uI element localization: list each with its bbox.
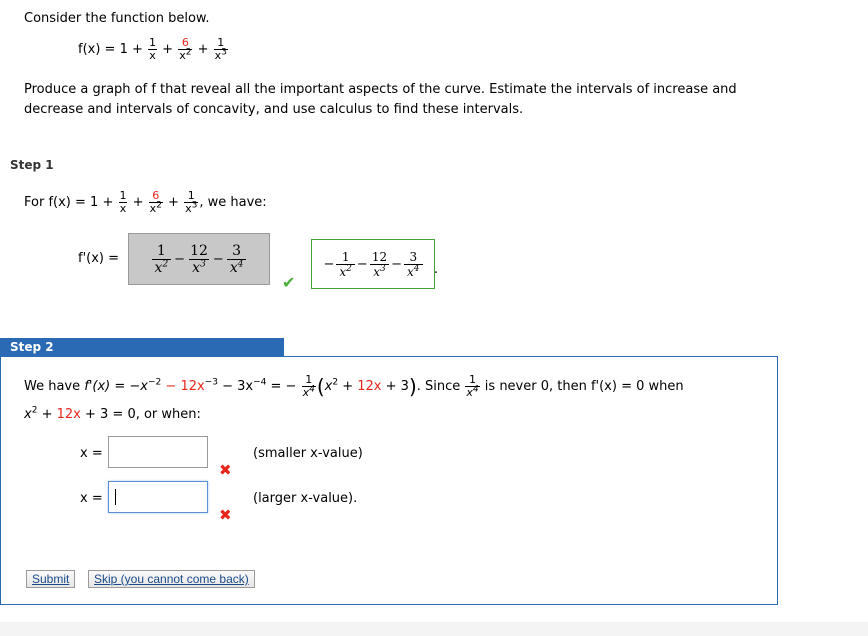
smaller-x-hint: (smaller x-value): [253, 446, 363, 461]
answer-term-1: $\frac{1}{x^2}$: [336, 250, 355, 279]
fraction-term-3: [214, 37, 228, 62]
answer-term-3: $\frac{3}{x^4}$: [227, 243, 247, 276]
submit-button[interactable]: Submit: [26, 570, 75, 588]
since-text: . Since: [416, 379, 461, 394]
footer-bar: [0, 622, 868, 636]
fraction-numerator: 1: [217, 36, 225, 49]
x-label-2: x =: [80, 491, 103, 506]
intro-prompt: Consider the function below.: [24, 11, 210, 26]
answer-term-1: 1 $x^2$: [152, 243, 172, 276]
fraction-term-2: [178, 37, 192, 62]
never-zero-text: is never 0, then f'(x) = 0 when: [484, 379, 684, 394]
we-have-text: , we have:: [199, 195, 267, 210]
fprime-label: f'(x) =: [78, 251, 120, 266]
quadratic-12x: 12x: [56, 407, 81, 422]
larger-x-input[interactable]: [108, 481, 208, 513]
constant-term: 1: [119, 42, 128, 57]
for-text: For: [24, 195, 45, 210]
task-line-2: decrease and intervals of concavity, and use calculus to find these intervals.: [24, 102, 524, 117]
fraction-denominator: $x^2$: [179, 47, 192, 62]
constant-term: 1: [90, 195, 99, 210]
quadratic-line: $x^2 + 12x + 3 = 0$, or when:: [24, 405, 201, 422]
larger-x-hint: (larger x-value).: [253, 491, 358, 506]
fraction-term-1: [148, 37, 157, 62]
function-definition: f(x) = 1 + $\frac{1}{x}$ + $\frac{6}{x^2}$ + $\frac{1}{x^3}$: [78, 36, 227, 62]
task-description: [24, 80, 737, 120]
text-cursor: [115, 489, 116, 505]
correct-answer-box: − $\frac{1}{x^2}$ − $\frac{12}{x^3}$ − $\frac{3}{x^4}$: [311, 239, 435, 289]
fraction-denominator: x: [149, 49, 156, 62]
answer-term-2: $\frac{12}{x^3}$: [190, 242, 208, 276]
fraction-numerator: 6: [181, 36, 189, 49]
incorrect-icon: ✖: [219, 506, 232, 524]
we-have-text: We have: [24, 379, 81, 394]
incorrect-icon: ✖: [219, 461, 232, 479]
fraction-numerator: 1: [149, 36, 157, 49]
fraction-term-3: $\frac{1}{x^3}$: [185, 189, 198, 215]
task-line-1: Produce a graph of f that reveal all the important aspects of the curve. Estimate the intervals of increase and: [24, 82, 737, 97]
derivative-line: We have $f'(x) = -x^{-2} - 12x^{-3} - 3x^{-4}$ = − $\frac{1}{x^4}$ $(x^2 + 12x + 3)$. Since $\frac{1}{x^4}$ is never 0, then f'(x) = 0 when: [24, 373, 684, 399]
x-label-1: x =: [80, 446, 103, 461]
fraction-term-1: $\frac{1}{x}$: [119, 189, 127, 215]
function-name: f(x): [78, 42, 101, 57]
function-name: f(x): [48, 195, 71, 210]
answer-term-3: $\frac{3}{x^4}$: [404, 250, 423, 279]
smaller-x-input[interactable]: [108, 436, 208, 468]
fraction-denominator: $x^3$: [214, 47, 227, 62]
paren-12x: 12x: [357, 379, 382, 394]
step1-title: Step 1: [10, 158, 54, 172]
check-icon: ✔: [282, 273, 296, 292]
coefficient-12: − 12x: [161, 379, 205, 394]
derivative-expression: f'(x) = −x: [84, 379, 148, 394]
fraction-term-2: $\frac{6}{x^2}$: [149, 189, 162, 215]
period: .: [434, 262, 439, 277]
skip-button[interactable]: Skip (you cannot come back): [88, 570, 255, 588]
step2-header: [0, 338, 284, 356]
factor-fraction: $\frac{1}{x^4}$: [302, 373, 315, 399]
answer-term-2: $\frac{12}{x^3}$: [371, 249, 388, 279]
step1-intro-line: For f(x) = 1 + $\frac{1}{x}$ + $\frac{6}{x^2}$ + $\frac{1}{x^3}$ , we have:: [24, 189, 267, 215]
since-fraction: $\frac{1}{x^4}$: [466, 373, 479, 399]
step2-title: Step 2: [10, 340, 54, 354]
previous-answer-box: 1 $x^2$ − $\frac{12}{x^3}$ − $\frac{3}{x^4}$: [128, 233, 270, 285]
